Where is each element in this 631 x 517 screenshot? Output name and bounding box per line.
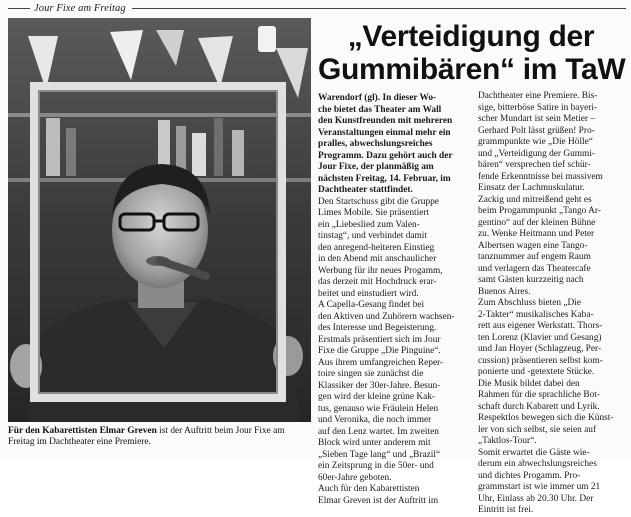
article-line: ponierte und -getextete Stücke.	[478, 367, 595, 377]
headline-line-1: „Verteidigung der	[347, 20, 595, 53]
article-line: Albertsen wagen eine Tango-	[478, 240, 588, 251]
article-line: Die Musik bildet dabei den	[478, 378, 580, 389]
article-line: und Jan Hoyer (Schlagzeug, Per-	[478, 344, 602, 354]
article-line: bären“ versprechen tief schür-	[478, 160, 591, 170]
article-line: gentino“ auf der kleinen Bühne	[478, 217, 596, 228]
article-line: des Interesse und Begeisterung.	[318, 323, 437, 333]
caption-text: ist der Auftritt beim Jour Fixe am Freitag im Dachtheater eine Premiere.	[8, 426, 285, 448]
article-line: Eintritt ist frei.	[478, 505, 534, 515]
article-line: Somit erwartet die Gäste wie-	[478, 447, 590, 458]
article-line: Uhr, Einlass ab 20.30 Uhr. Der	[478, 493, 594, 504]
article-line: ler von sich selbst, sie seien auf	[478, 424, 597, 435]
article-line: scher Mundart ist sein Metier –	[478, 114, 596, 124]
article-line: Werbung für ihr neues Progamm,	[318, 265, 443, 276]
article-line: Gerhard Polt lässt grüßen! Pro-	[478, 125, 595, 136]
article-line: tanznummer auf engem Raum	[478, 252, 591, 262]
article-line: derum ein abwechslungsreiches	[478, 459, 597, 469]
kicker-bar	[8, 1, 626, 15]
article-line: Veranstaltungen einmal mehr ein	[318, 127, 451, 138]
article-line: gen wird der kleine grüne Kak-	[318, 392, 436, 402]
article-line: Erstmals präsentiert sich im Jour	[318, 334, 441, 345]
article-line: 60er-Jahre geboten.	[318, 472, 392, 483]
article-column-right	[478, 91, 628, 517]
article-line: Auch für den Kabarettisten	[318, 484, 420, 494]
photo-illustration	[8, 18, 311, 422]
article-line: pralles, abwechslungsreiches	[318, 139, 433, 149]
article-line: Einsatz der Lachmuskulatur.	[478, 183, 585, 193]
article-line: den Aktiven und Zuhörern wachsen-	[318, 311, 455, 322]
article-line: A Capella-Gesang findet bei	[318, 300, 425, 310]
article-photo	[8, 18, 311, 422]
article-line: nächsten Freitag, 14. Februar, im	[318, 173, 451, 184]
article-line: ten Lorenz (Klavier und Gesang)	[478, 332, 602, 343]
article-line: und „Verteidigung der Gummi-	[478, 148, 596, 159]
article-line: zu. Wenke Heitmann und Peter	[478, 229, 595, 239]
article-line: Klassiker der 30er-Jahre. Besun-	[318, 380, 441, 391]
article-line: toire singen sie zunächst die	[318, 369, 424, 379]
article-line: und verlagern das Theatercafe	[478, 263, 591, 274]
article-line: Fixe die Gruppe „Die Pinguine“.	[318, 346, 441, 356]
article-line: grammstart ist wie immer um 21	[478, 482, 601, 492]
article-line: beitet und einstudiert wird.	[318, 288, 419, 299]
article-line: „Taktlos-Tour“.	[478, 436, 537, 446]
kicker-rule-right	[132, 8, 626, 9]
article-line: che bietet das Theater am Wall	[318, 104, 442, 115]
article-line: Dachtheater stattfindet.	[318, 185, 413, 195]
headline	[318, 20, 624, 86]
article-line: Jour Fixe, der planmäßig am	[318, 162, 434, 172]
article-line: tinstag“, und verbindet damit	[318, 231, 427, 241]
photo-caption	[8, 426, 311, 448]
article-line: das derzeit mit Hochdruck erar-	[318, 277, 437, 287]
article-line: rett aus eigener Werkstatt. Thors-	[478, 321, 603, 331]
article-line: „Sieben Tage lang“ und „Brazil“	[318, 449, 441, 460]
article-line: ein „Liebeslied zum Valen-	[318, 219, 420, 230]
article-line: und Veronika, die noch immer	[318, 415, 432, 425]
article-line: den Kunstfreunden mit mehreren	[318, 116, 453, 126]
article-line: 2-Takter“ musikalisches Kaba-	[478, 309, 594, 320]
article-line: fende Erkenntnisse bei massivem	[478, 171, 603, 182]
article-line: und dichtes Progamm. Pro-	[478, 470, 581, 481]
kicker-rule-left	[8, 8, 30, 9]
article-line: Den Startschuss gibt die Gruppe	[318, 196, 439, 207]
article-line: schaft durch Kabarett und Lyrik.	[478, 401, 600, 412]
article-line: ein Zeitsprung in die 50er- und	[318, 461, 434, 471]
article-line: cussion) präsentieren selbst kom-	[478, 355, 603, 366]
article-line: sige, bitterböse Satire in bayeri-	[478, 102, 598, 113]
article-line: den anregend-heiteren Einstieg	[318, 242, 435, 253]
article-line: beim Progammpunkt „Tango Ar-	[478, 206, 601, 216]
article-line: Warendorf (gl). In dieser Wo-	[318, 93, 437, 103]
caption-bold: Für den Kabarettisten Elmar Greven	[8, 426, 157, 436]
article-line: samt Gästen kurzzeitig nach	[478, 275, 584, 285]
article-line: Programm. Dazu gehört auch der	[318, 150, 453, 161]
article-line: Rahmen für die sprachliche Bot-	[478, 390, 600, 400]
article-line: Zackig und mitreißend geht es	[478, 194, 592, 205]
article-line: grammpunkte wie „Die Hölle“	[478, 137, 593, 147]
headline-line-2: Gummibären“ im TaW	[318, 53, 626, 86]
article-line: in den Abend mit anschaulicher	[318, 254, 437, 264]
article-line: Block wird unter anderem mit	[318, 438, 431, 448]
article-line: auf den Lenz wartet. Im zweiten	[318, 426, 439, 437]
article-column-left	[318, 93, 468, 507]
article-line: Elmar Greven ist der Auftritt im	[318, 495, 439, 506]
article-line: Aus ihrem umfangreichen Reper-	[318, 357, 444, 368]
article-line: Zum Abschluss bieten „Die	[478, 298, 582, 308]
article-line: Limes Mobile. Sie präsentiert	[318, 208, 430, 218]
kicker-label: Jour Fixe am Freitag	[34, 2, 126, 14]
article-line: tus, genauso wie Fräulein Helen	[318, 403, 439, 414]
article-line: Respektlos bewegen sich die Künst-	[478, 413, 614, 423]
article-line: Dachtheater eine Premiere. Bis-	[478, 91, 598, 101]
article-line: Buenos Aires.	[478, 286, 531, 297]
